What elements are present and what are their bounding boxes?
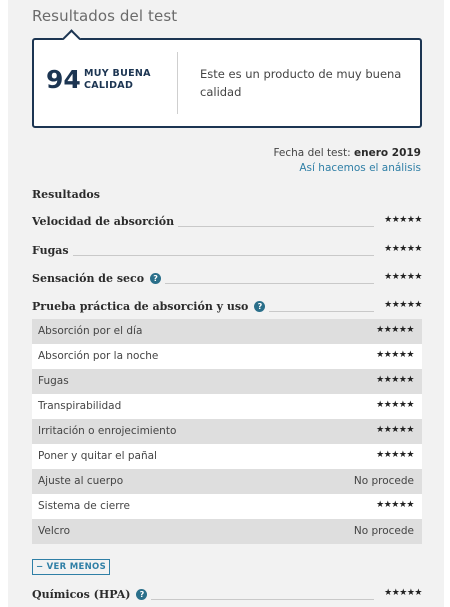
sub-criterion-row	[32, 469, 422, 494]
sub-criterion-row	[32, 419, 422, 444]
criterion-label: Fugas	[32, 244, 73, 257]
criterion-row	[32, 300, 422, 316]
sub-criterion-row	[32, 319, 422, 344]
criterion-row	[32, 272, 422, 288]
sub-criterion-label: Fugas	[38, 375, 69, 387]
sub-criterion-row	[32, 369, 422, 394]
sub-criterion-rating: ★★★★★	[376, 350, 414, 360]
rating-stars: ★★★★★	[381, 300, 422, 310]
sub-criterion-label: Irritación o enrojecimiento	[38, 425, 177, 437]
help-icon[interactable]: ?	[150, 273, 161, 284]
criterion-row	[32, 244, 422, 260]
sub-criterion-rating: No procede	[353, 525, 414, 537]
analysis-method-link[interactable]: Así hacemos el análisis	[299, 162, 421, 174]
sub-criterion-row	[32, 444, 422, 469]
score-divider	[177, 52, 178, 114]
test-date	[273, 147, 421, 159]
criterion-label: Velocidad de absorción	[32, 215, 178, 228]
test-results-panel	[8, 0, 444, 607]
rating-stars: ★★★★★	[381, 272, 422, 282]
sub-criterion-row	[32, 519, 422, 544]
sub-criterion-rating: No procede	[353, 475, 414, 487]
sub-criterion-rating: ★★★★★	[376, 450, 414, 460]
criterion-row	[32, 215, 422, 231]
sub-criterion-label: Sistema de cierre	[38, 500, 130, 512]
score-card-pointer	[62, 29, 80, 47]
sub-criterion-rating: ★★★★★	[376, 425, 414, 435]
criterion-row-chemicals	[32, 588, 422, 604]
sub-criterion-row	[32, 494, 422, 519]
criterion-label: Sensación de seco ?	[32, 272, 165, 285]
test-date-label: Fecha del test:	[273, 147, 351, 159]
sub-criterion-label: Absorción por la noche	[38, 350, 159, 362]
sub-criterion-rating: ★★★★★	[376, 500, 414, 510]
see-less-toggle[interactable]: − VER MENOS	[32, 559, 110, 575]
leader-line	[32, 255, 374, 256]
sub-criterion-row	[32, 344, 422, 369]
score-card	[32, 38, 422, 128]
sub-criterion-label: Transpirabilidad	[38, 400, 122, 412]
sub-criterion-label: Absorción por el día	[38, 325, 143, 337]
rating-stars: ★★★★★	[381, 244, 422, 254]
sub-criterion-label: Poner y quitar el pañal	[38, 450, 157, 462]
results-heading: Resultados	[32, 188, 100, 201]
criterion-label: Químicos (HPA) ?	[32, 588, 151, 601]
score-value: 94	[46, 65, 81, 94]
help-icon[interactable]: ?	[254, 301, 265, 312]
criterion-label: Prueba práctica de absorción y uso ?	[32, 300, 269, 313]
sub-criterion-label: Ajuste al cuerpo	[38, 475, 124, 487]
sub-criterion-label: Velcro	[38, 525, 71, 537]
sub-criterion-rating: ★★★★★	[376, 375, 414, 385]
sub-criterion-rating: ★★★★★	[376, 325, 414, 335]
score-quality-label: MUY BUENA CALIDAD	[84, 68, 151, 91]
sub-criterion-row	[32, 394, 422, 419]
test-date-value: enero 2019	[354, 147, 421, 159]
sub-criterion-rating: ★★★★★	[376, 400, 414, 410]
sub-criteria-table	[32, 319, 422, 544]
section-title: Resultados del test	[32, 7, 178, 25]
rating-stars: ★★★★★	[381, 588, 422, 598]
rating-stars: ★★★★★	[381, 215, 422, 225]
help-icon[interactable]: ?	[136, 589, 147, 600]
score-description: Este es un producto de muy buena calidad	[200, 67, 402, 99]
